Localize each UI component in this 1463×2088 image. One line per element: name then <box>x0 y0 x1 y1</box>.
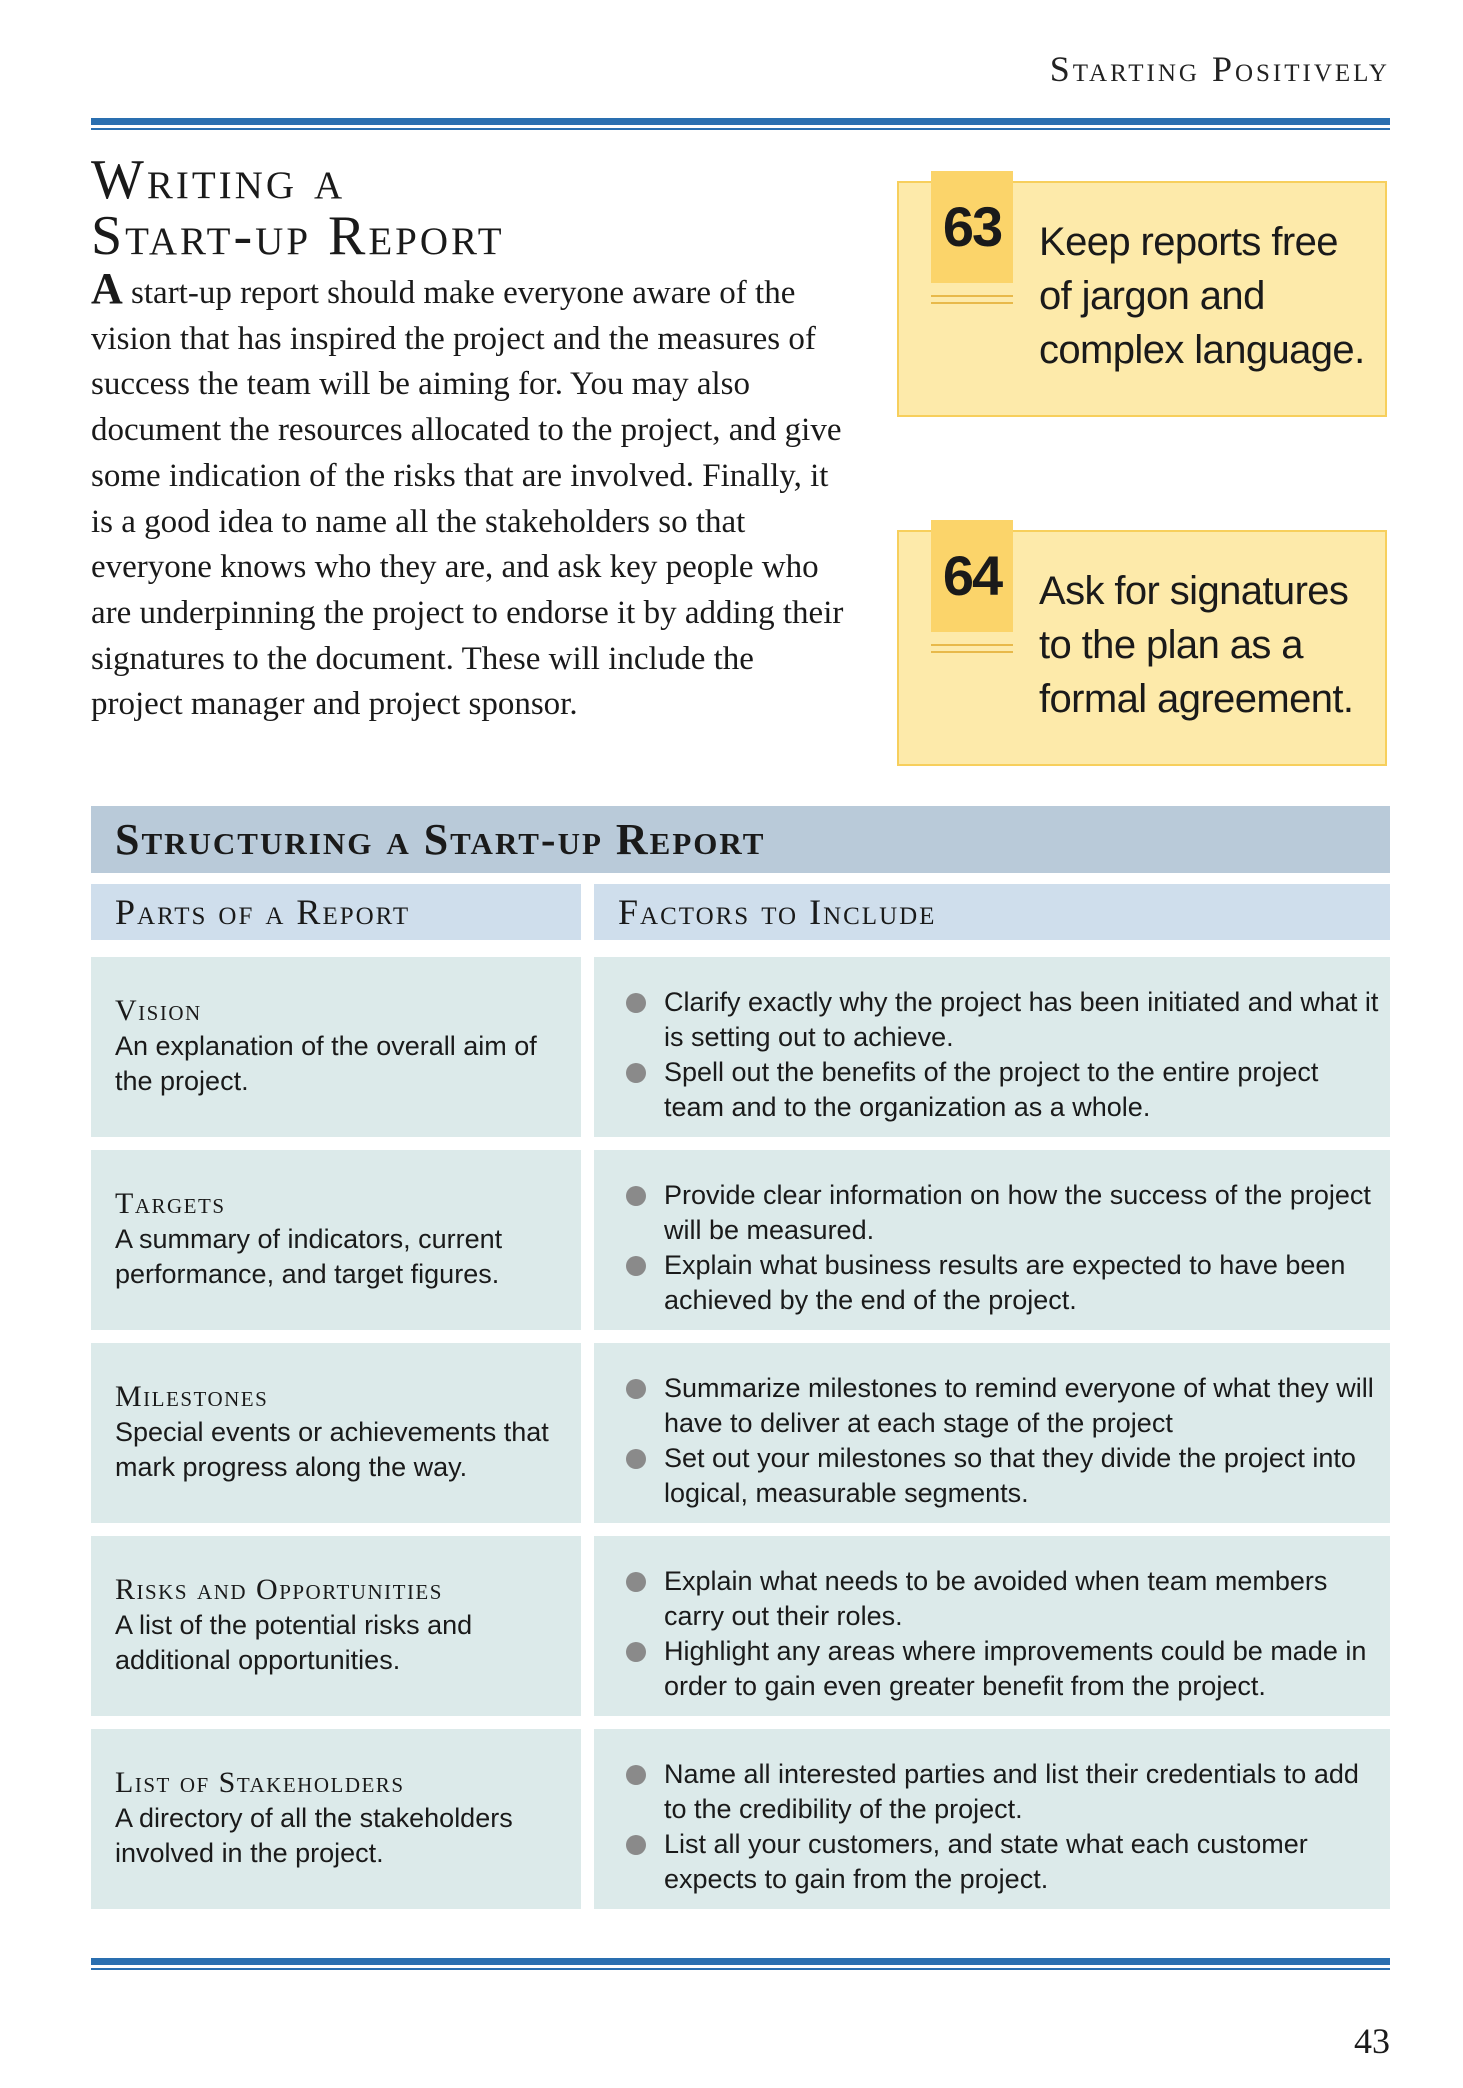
bullet-icon <box>626 993 646 1013</box>
part-description: A directory of all the stakeholders involved in the project. <box>115 1803 513 1868</box>
table-row-targets-factors <box>594 1150 1390 1330</box>
tip-box-63 <box>897 181 1387 417</box>
factor-text: Set out your milestones so that they divide the project into logical, measurable segments. <box>664 1443 1356 1508</box>
factor-text: Clarify exactly why the project has been initiated and what it is setting out to achieve. <box>664 987 1379 1052</box>
tip-text: Keep reports free of jargon and complex language. <box>1039 220 1365 372</box>
factor-item <box>622 1371 1380 1441</box>
table-row-milestones-factors <box>594 1343 1390 1523</box>
bullet-icon <box>626 1186 646 1206</box>
bullet-icon <box>626 1256 646 1276</box>
part-name: Risks and Opportunities <box>115 1573 443 1606</box>
intro-dropcap: A <box>91 264 123 313</box>
factor-item <box>622 1178 1380 1248</box>
intro-text: start-up report should make everyone aware of the vision that has inspired the project and the measures of success the team will be aiming for. You may also document the resources allocated to the project, and give some indication of the risks that are involved. Finally, it is a good idea to name all the stakeholders so that everyone knows who they are, and ask key people who are underpinning the project to endorse it by adding their signatures to the document. These will include the project manager and project sponsor. <box>91 275 844 723</box>
table-row-milestones-part <box>91 1343 581 1523</box>
bottom-rule <box>91 1958 1390 1970</box>
intro-paragraph <box>91 266 851 728</box>
tip-number-underline <box>931 644 1013 658</box>
part-name: List of Stakeholders <box>115 1766 405 1799</box>
factor-text: Summarize milestones to remind everyone of what they will have to deliver at each stage of the project <box>664 1373 1374 1438</box>
bullet-icon <box>626 1063 646 1083</box>
bullet-icon <box>626 1642 646 1662</box>
factor-item <box>622 1634 1380 1704</box>
table-row-risks-factors <box>594 1536 1390 1716</box>
part-name: Vision <box>115 994 202 1027</box>
page-number: 43 <box>1354 2021 1390 2061</box>
bullet-icon <box>626 1449 646 1469</box>
factor-text: Spell out the benefits of the project to the entire project team and to the organization as a whole. <box>664 1057 1319 1122</box>
factor-text: Explain what business results are expected to have been achieved by the end of the project. <box>664 1250 1346 1315</box>
tip-number: 63 <box>931 171 1013 283</box>
tip-number: 64 <box>931 520 1013 632</box>
top-rule <box>91 118 1390 130</box>
factor-item <box>622 1055 1380 1125</box>
column-header-parts: Parts of a Report <box>91 884 581 940</box>
bullet-icon <box>626 1765 646 1785</box>
factor-item <box>622 1441 1380 1511</box>
section-title-line2: Start-up Report <box>91 205 505 267</box>
part-description: An explanation of the overall aim of the project. <box>115 1031 537 1096</box>
factor-text: Explain what needs to be avoided when team members carry out their roles. <box>664 1566 1328 1631</box>
factor-item <box>622 1757 1380 1827</box>
tip-box-64 <box>897 530 1387 766</box>
column-header-factors: Factors to Include <box>594 884 1390 940</box>
table-row-risks-part <box>91 1536 581 1716</box>
table-row-stakeholders-part <box>91 1729 581 1909</box>
factor-text: Name all interested parties and list their credentials to add to the credibility of the project. <box>664 1759 1359 1824</box>
bullet-icon <box>626 1379 646 1399</box>
part-description: Special events or achievements that mark progress along the way. <box>115 1417 549 1482</box>
factor-item <box>622 985 1380 1055</box>
section-title <box>91 149 811 267</box>
table-row-vision-factors <box>594 957 1390 1137</box>
bullet-icon <box>626 1572 646 1592</box>
factor-text: Provide clear information on how the success of the project will be measured. <box>664 1180 1371 1245</box>
running-head: Starting Positively <box>1049 49 1390 89</box>
bullet-icon <box>626 1835 646 1855</box>
factor-item <box>622 1248 1380 1318</box>
factor-item <box>622 1564 1380 1634</box>
table-row-vision-part <box>91 957 581 1137</box>
part-name: Targets <box>115 1187 226 1220</box>
factor-text: Highlight any areas where improvements could be made in order to gain even greater benefit from the project. <box>664 1636 1367 1701</box>
table-title: Structuring a Start-up Report <box>91 806 1390 873</box>
part-description: A list of the potential risks and additional opportunities. <box>115 1610 473 1675</box>
part-name: Milestones <box>115 1380 269 1413</box>
factor-item <box>622 1827 1380 1897</box>
tip-number-underline <box>931 295 1013 309</box>
table-row-stakeholders-factors <box>594 1729 1390 1909</box>
part-description: A summary of indicators, current performance, and target figures. <box>115 1224 503 1289</box>
table-row-targets-part <box>91 1150 581 1330</box>
tip-text: Ask for signatures to the plan as a formal agreement. <box>1039 569 1354 721</box>
factor-text: List all your customers, and state what each customer expects to gain from the project. <box>664 1829 1308 1894</box>
section-title-line1: Writing a <box>91 149 346 211</box>
